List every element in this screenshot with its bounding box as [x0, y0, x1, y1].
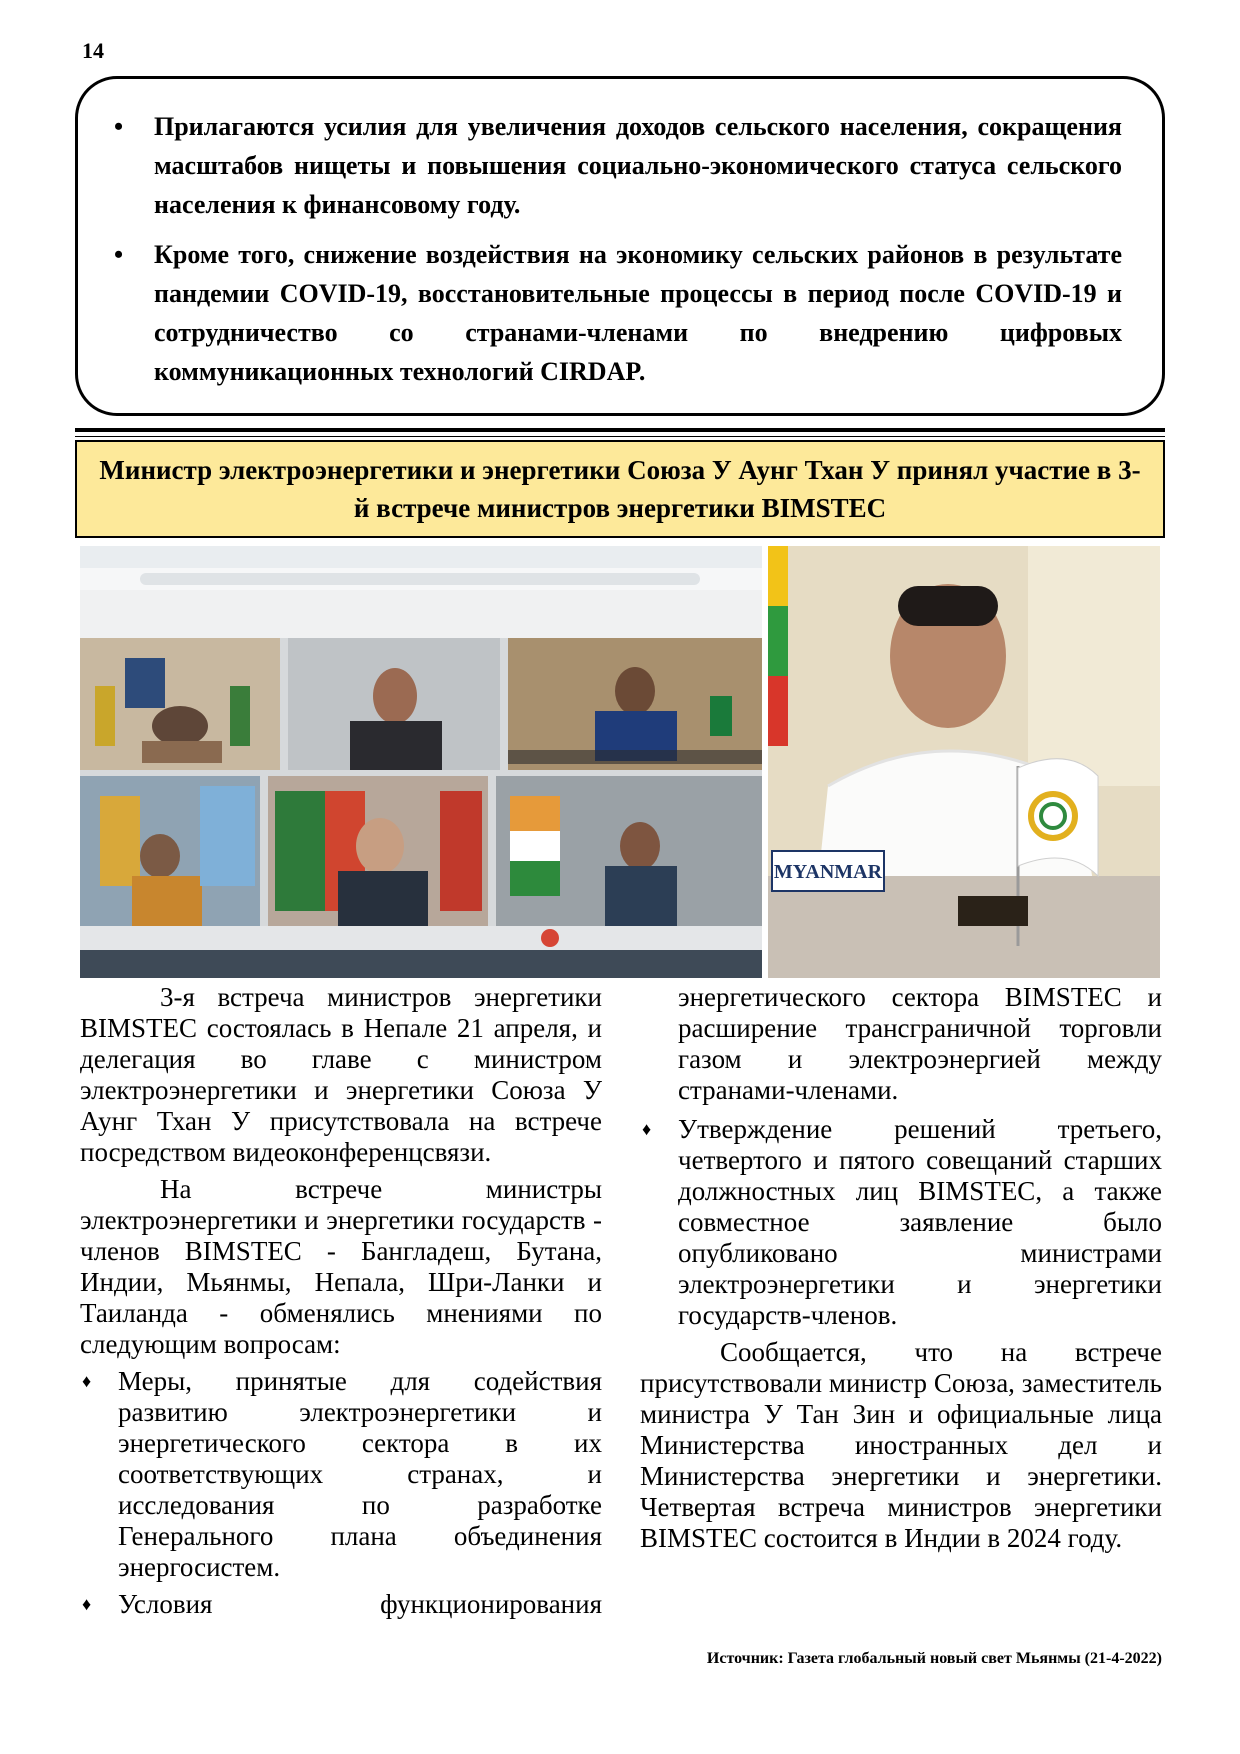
- topic-bullet-1: ♦ Меры, принятые для содействия развитию электроэнергетики и энергетического сектора в их соответствующих странах, и исследования по разработке Генерального плана объединения энергосистем.: [80, 1366, 602, 1583]
- topics-list: [80, 1366, 602, 1620]
- summary-bullet-1: • Прилагаются усилия для увеличения доходов сельского населения, сокращения масштабов нищеты и повышения социально-экономического статуса сельского населения к финансовому году.: [104, 107, 1122, 224]
- paragraph-meeting-held: 3-я встреча министров энергетики BIMSTEC состоялась в Непале 21 апреля, и делегация во главе с министром электроэнергетики и энергетики Союза У Аунг Тхан У присутствовала на встрече посредством видеоконференцсвязи.: [80, 982, 602, 1167]
- topic-bullet-2-start: ♦ Условия функционирования: [80, 1589, 602, 1620]
- article-headline: Министр электроэнергетики и энергетики Союза У Аунг Тхан У принял участие в 3-й встрече министров энергетики BIMSTEC: [75, 440, 1165, 538]
- minister-photo: [768, 546, 1160, 978]
- divider-thick: [75, 428, 1165, 432]
- page-number: 14: [82, 38, 104, 63]
- divider-thin: [75, 436, 1165, 437]
- summary-box: [75, 76, 1165, 416]
- paragraph-ministers-exchanged: На встрече министры электроэнергетики и энергетики государств - членов BIMSTEC - Бангладеш, Бутана, Индии, Мьянмы, Непала, Шри-Ланки и Таиланда - обменялись мнениями по следующим вопросам:: [80, 1174, 602, 1359]
- video-conference-photo: [80, 546, 762, 978]
- nameplate-text: MYANMAR: [773, 861, 883, 883]
- paragraph-attendees: Сообщается, что на встрече присутствовали министр Союза, заместитель министра У Тан Зин и официальные лица Министерства иностранных дел и Министерства энергетики и энергетики. Четвертая встреча министров энергетики BIMSTEC состоится в Индии в 2024 году.: [640, 1337, 1162, 1553]
- topic-bullet-3: ♦ Утверждение решений третьего, четвертого и пятого совещаний старших должностных лиц BIMSTEC, а также совместное заявление было опубликовано министрами электроэнергетики и энергетики государств-членов.: [640, 1114, 1162, 1331]
- topic-bullet-2-continued: энергетического сектора BIMSTEC и расширение трансграничной торговли газом и электроэнергией между странами-членами.: [678, 982, 1162, 1105]
- summary-list: [104, 107, 1122, 391]
- source-credit: Источник: Газета глобальный новый свет Мьянмы (21-4-2022): [706, 1650, 1162, 1667]
- video-conference-image: [80, 546, 762, 978]
- summary-bullet-2: • Кроме того, снижение воздействия на экономику сельских районов в результате пандемии COVID-19, восстановительные процессы в период после COVID-19 и сотрудничество со странами-членами по внедрению цифровых коммуникационных технологий CIRDAP.: [104, 235, 1122, 391]
- minister-image: [768, 546, 1160, 978]
- article-left-column: [80, 982, 602, 1626]
- article-right-column: [640, 982, 1162, 1560]
- topics-list-continued: [640, 1114, 1162, 1331]
